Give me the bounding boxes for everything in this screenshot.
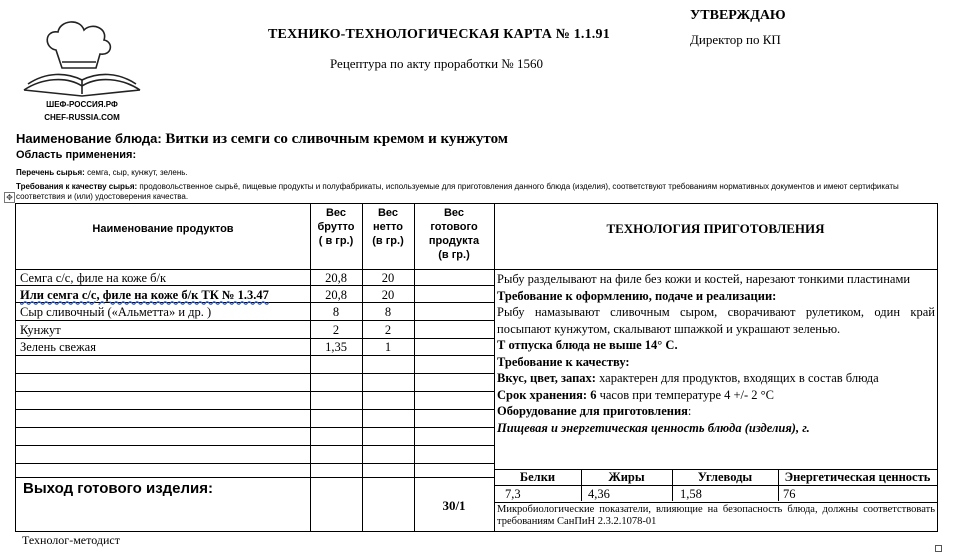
- dish-name-value: Витки из семги со сливочным кремом и кунжутом: [165, 131, 509, 147]
- ingredient-name: Сыр сливочный («Альметта» и др. ): [20, 305, 212, 319]
- nutrition-header-protein: Белки: [519, 470, 556, 484]
- col-header-name: Наименование продуктов: [92, 223, 234, 235]
- resize-handle-icon[interactable]: [935, 545, 942, 552]
- chef-hat-book-icon: [22, 20, 142, 100]
- nutrition-value-protein: 7,3: [505, 487, 521, 501]
- chef-russia-logo: [22, 20, 142, 124]
- ingredient-brutto: 20,8: [325, 271, 347, 285]
- exit-value: 30/1: [442, 498, 466, 513]
- storage-text: часов при температуре 4 +/- 2 °С: [596, 387, 775, 402]
- nutrition-value-fat: 4,36: [588, 487, 610, 501]
- ingredient-brutto: 8: [332, 305, 340, 319]
- raw-materials-line: [16, 168, 188, 177]
- dish-name-line: [16, 131, 508, 148]
- serving-temperature: Т отпуска блюда не выше 14° С.: [497, 338, 678, 352]
- nutrition-header-carbs: Углеводы: [697, 470, 753, 484]
- storage-label: Срок хранения: 6: [497, 387, 597, 402]
- technology-text: Рыбу разделывают на филе без кожи и костей, нарезают тонкими пластинами Требование к оформлению, подаче и реализации: Рыбу намазывают сливочным сыром, сворачивают рулетиком, один край посыпают кунжутом, скалывают шпажкой и украшают зеленью. Т отпуска блюда не выше 14° С. Требование к качеству: Вкус, цвет, запах: характерен для продуктов, входящих в состав блюда Срок хранения: 6 часов при температуре 4 +/- 2 °С Оборудование для приготовления: Пищевая и энергетическая ценность блюда (изделия), г.: [497, 272, 935, 435]
- table-move-handle-icon[interactable]: ✥: [4, 192, 15, 203]
- card-subtitle: Рецептура по акту проработки № 1560: [330, 56, 543, 71]
- ingredient-netto: 20: [381, 288, 395, 302]
- col-header-ready: Вес готового продукта (в гр.): [428, 207, 480, 261]
- raw-materials-text: семга, сыр, кунжут, зелень.: [87, 168, 188, 177]
- technologist-label: Технолог-методист: [22, 533, 120, 547]
- logo-text-en: CHEF-RUSSIA.COM: [44, 113, 120, 122]
- ingredient-netto: 8: [384, 305, 392, 319]
- ingredient-netto: 1: [384, 340, 392, 354]
- raw-materials-label: Перечень сырья:: [16, 168, 85, 177]
- col-header-brutto: Вес брутто ( в гр.): [317, 207, 355, 247]
- approve-label: УТВЕРЖДАЮ: [690, 8, 786, 23]
- taste-label: Вкус, цвет, запах:: [497, 371, 596, 385]
- microbiology-note: Микробиологические показатели, влияющие на безопасность блюда, должны соответствовать требованиям СанПиН 2.3.2.1078-01: [497, 504, 935, 527]
- tech-step-cutting: Рыбу разделывают на филе без кожи и костей, нарезают тонкими пластинами: [497, 272, 911, 286]
- raw-quality-text: продовольственное сырьё, пищевые продукты и полуфабрикаты, используемые для приготовления данного блюда (изделия), соответствуют требованиям нормативных документов и имеют сертификаты соответствия и (или) удостоверения качества.: [16, 182, 899, 201]
- dish-name-label: Наименование блюда:: [16, 131, 162, 146]
- tech-step-assembly: Рыбу намазывают сливочным сыром, сворачивают рулетиком, один край посыпают кунжутом, скалывают шпажкой и украшают зеленью.: [497, 305, 935, 336]
- ingredient-netto: 20: [381, 271, 395, 285]
- nutrition-header-energy: Энергетическая ценность: [784, 470, 931, 484]
- ingredient-name: Зелень свежая: [20, 340, 96, 354]
- nutrition-header-fat: Жиры: [608, 470, 645, 484]
- ingredient-brutto: 1,35: [325, 340, 347, 354]
- nutrition-value-energy: 76: [783, 487, 796, 501]
- ingredient-name: Семга с/с, филе на коже б/к: [20, 271, 167, 285]
- ingredient-brutto: 20,8: [325, 288, 347, 302]
- card-title: ТЕХНИКО-ТЕХНОЛОГИЧЕСКАЯ КАРТА № 1.1.91: [268, 27, 610, 42]
- col-header-technology: ТЕХНОЛОГИЯ ПРИГОТОВЛЕНИЯ: [606, 221, 825, 236]
- logo-text-ru: ШЕФ-РОССИЯ.РФ: [46, 100, 118, 109]
- quality-requirements-label: Требование к качеству:: [497, 354, 630, 369]
- equipment-label: Оборудование для приготовления: [497, 404, 688, 418]
- ingredient-netto: 2: [384, 323, 392, 337]
- nutrition-title: Пищевая и энергетическая ценность блюда (изделия), г.: [497, 420, 810, 435]
- col-header-netto: Вес нетто (в гр.): [372, 207, 404, 247]
- exit-label: Выход готового изделия:: [23, 480, 214, 497]
- scope-label: Область применения:: [16, 149, 137, 161]
- ingredient-brutto: 2: [332, 323, 340, 337]
- ingredient-name: Или семга с/с, филе на коже б/к ТК № 1.3.47: [20, 288, 269, 302]
- director-label: Директор по КП: [690, 32, 781, 47]
- taste-text: характерен для продуктов, входящих в состав блюда: [595, 371, 879, 385]
- raw-quality-label: Требования к качеству сырья:: [16, 182, 138, 191]
- recipe-table: [15, 203, 938, 532]
- serve-requirements-label: Требование к оформлению, подаче и реализации:: [497, 288, 777, 303]
- ingredient-name: Кунжут: [20, 323, 61, 337]
- raw-quality-requirements: [16, 182, 940, 202]
- nutrition-value-carbs: 1,58: [680, 487, 702, 501]
